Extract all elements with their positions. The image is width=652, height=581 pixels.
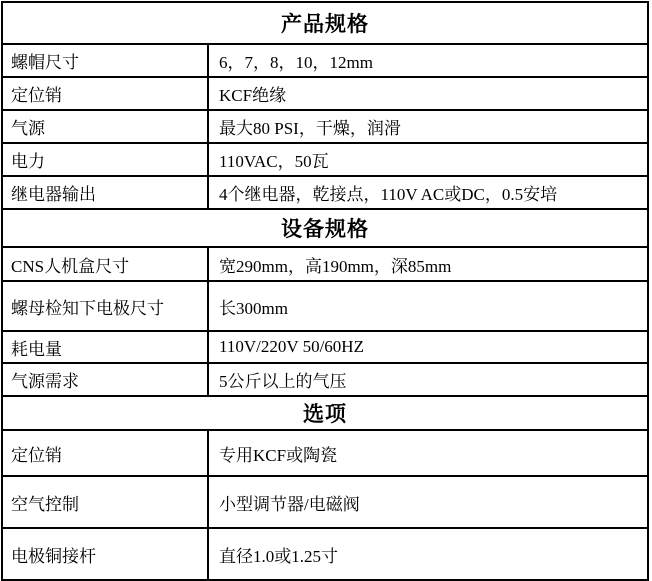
section-header-equipment-specs xyxy=(3,208,647,246)
spec-label-cell: 耗电量 xyxy=(11,339,62,359)
spec-label-cell: 螺母检知下电极尺寸 xyxy=(11,298,164,318)
table-row xyxy=(3,246,647,280)
spec-value-cell: 专用KCF或陶瓷 xyxy=(207,431,647,475)
spec-value-cell: 6，7，8，10，12mm xyxy=(207,45,647,76)
table-row xyxy=(3,142,647,175)
table-row xyxy=(3,280,647,330)
spec-value-cell: 长300mm xyxy=(207,282,647,330)
section-header-options xyxy=(3,395,647,429)
spec-value-cell: 4个继电器，乾接点，110V AC或DC，0.5安培 xyxy=(207,177,647,208)
table-row xyxy=(3,429,647,475)
table-row xyxy=(3,330,647,362)
table-row xyxy=(3,43,647,76)
spec-label-cell: 电极铜接杆 xyxy=(11,546,96,566)
table-row xyxy=(3,76,647,109)
spec-value-cell: 110V/220V 50/60HZ xyxy=(207,332,647,362)
spec-value-cell: 最大80 PSI，干燥，润滑 xyxy=(207,111,647,142)
table-row xyxy=(3,175,647,208)
spec-label-cell: 气源需求 xyxy=(11,372,79,391)
spec-label-cell: 继电器输出 xyxy=(11,185,96,204)
section-title: 产品规格 xyxy=(281,12,369,36)
section-title: 选项 xyxy=(303,402,347,426)
spec-value-cell: 小型调节器/电磁阀 xyxy=(207,477,647,527)
spec-value-cell: 宽290mm，高190mm，深85mm xyxy=(207,248,647,280)
section-title: 设备规格 xyxy=(281,217,369,241)
spec-value-cell: 直径1.0或1.25寸 xyxy=(207,529,647,579)
spec-value-cell: KCF绝缘 xyxy=(207,78,647,109)
spec-label-cell: 气源 xyxy=(11,119,45,138)
spec-label-cell: 空气控制 xyxy=(11,494,79,514)
table-row xyxy=(3,109,647,142)
spec-value-cell: 5公斤以上的气压 xyxy=(207,364,647,395)
spec-label-cell: CNS人机盒尺寸 xyxy=(11,256,130,276)
spec-label-cell: 定位销 xyxy=(11,86,62,105)
spec-label-cell: 螺帽尺寸 xyxy=(11,53,79,72)
spec-label-cell: 定位销 xyxy=(11,445,62,465)
spec-label-cell: 电力 xyxy=(11,152,45,171)
table-row xyxy=(3,362,647,395)
section-header-product-specs xyxy=(3,3,647,43)
product-spec-table xyxy=(1,1,649,581)
table-row xyxy=(3,527,647,579)
spec-value-cell: 110VAC，50瓦 xyxy=(207,144,647,175)
table-row xyxy=(3,475,647,527)
